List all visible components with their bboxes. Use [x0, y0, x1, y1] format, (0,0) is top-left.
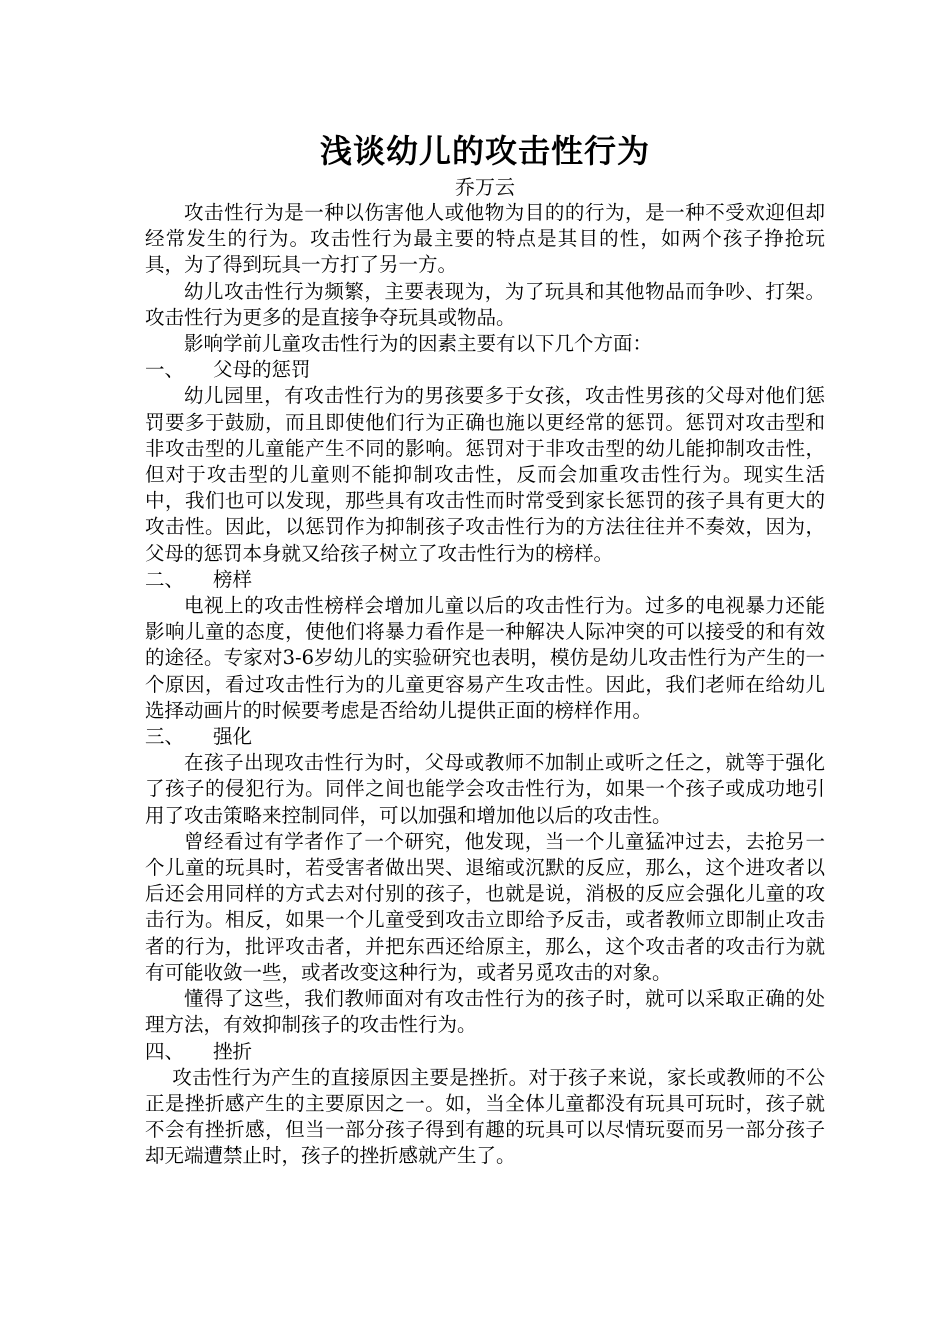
- section-title: 挫折: [213, 1039, 253, 1063]
- intro-paragraph-2: 幼儿攻击性行为频繁，主要表现为，为了玩具和其他物品而争吵、打架。攻击性行为更多的是直接争夺玩具或物品。: [145, 279, 825, 329]
- section-heading-3: [145, 724, 825, 750]
- section-title: 父母的惩罚: [213, 358, 311, 382]
- section-heading-2: [145, 567, 825, 593]
- intro-paragraph-3: 影响学前儿童攻击性行为的因素主要有以下几个方面：: [184, 332, 653, 356]
- section-number: 二、: [145, 567, 185, 591]
- section-1-paragraph-1: 幼儿园里，有攻击性行为的男孩要多于女孩，攻击性男孩的父母对他们惩罚要多于鼓励，而且即使他们行为正确也施以更经常的惩罚。惩罚对攻击型和非攻击型的儿童能产生不同的影响。惩罚对于非攻击型的幼儿能抑制攻击性，但对于攻击型的儿童则不能抑制攻击性，反而会加重攻击性行为。现实生活中，我们也可以发现，那些具有攻击性而时常受到家长惩罚的孩子具有更大的攻击性。因此，以惩罚作为抑制孩子攻击性行为的方法往往并不奏效，因为，父母的惩罚本身就又给孩子树立了攻击性行为的榜样。: [145, 384, 825, 565]
- intro-paragraph-1: 攻击性行为是一种以伤害他人或他物为目的的行为，是一种不受欢迎但却经常发生的行为。攻击性行为最主要的特点是其目的性，如两个孩子挣抢玩具，为了得到玩具一方打了另一方。: [145, 201, 825, 277]
- section-number: 三、: [145, 725, 185, 749]
- section-4-paragraph-1: 攻击性行为产生的直接原因主要是挫折。对于孩子来说，家长或教师的不公正是挫折感产生的主要原因之一。如，当全体儿童都没有玩具可玩时，孩子就不会有挫折感，但当一部分孩子得到有趣的玩具可以尽情玩耍而另一部分孩子却无端遭禁止时，孩子的挫折感就产生了。: [145, 1065, 825, 1168]
- section-3-paragraph-2: 曾经看过有学者作了一个研究，他发现，当一个儿童猛冲过去，去抢另一个儿童的玩具时，若受害者做出哭、退缩或沉默的反应，那么，这个进攻者以后还会用同样的方式去对付别的孩子，也就是说，消极的反应会强化儿童的攻击行为。相反，如果一个儿童受到攻击立即给予反击，或者教师立即制止攻击者的行为，批评攻击者，并把东西还给原主，那么，这个攻击者的攻击行为就有可能收敛一些，或者改变这种行为，或者另觅攻击的对象。: [145, 829, 825, 984]
- author-name: 乔万云: [455, 175, 515, 199]
- section-2-paragraph-1: 电视上的攻击性榜样会增加儿童以后的攻击性行为。过多的电视暴力还能影响儿童的态度，使他们将暴力看作是一种解决人际冲突的可以接受的和有效的途径。专家对3-6岁幼儿的实验研究也表明，模仿是幼儿攻击性行为产生的一个原因，看过攻击性行为的儿童更容易产生攻击性。因此，我们老师在给幼儿选择动画片的时候要考虑是否给幼儿提供正面的榜样作用。: [145, 594, 825, 722]
- section-number: 一、: [145, 358, 185, 382]
- section-number: 四、: [145, 1039, 185, 1063]
- section-3-paragraph-1: 在孩子出现攻击性行为时，父母或教师不加制止或听之任之，就等于强化了孩子的侵犯行为。同伴之间也能学会攻击性行为，如果一个孩子或成功地引用了攻击策略来控制同伴，可以加强和增加他以后的攻击性。: [145, 751, 825, 827]
- section-3-paragraph-3: 懂得了这些，我们教师面对有攻击性行为的孩子时，就可以采取正确的处理方法，有效抑制孩子的攻击性行为。: [145, 987, 825, 1037]
- section-title: 强化: [213, 725, 253, 749]
- document-page: [145, 128, 825, 1170]
- section-heading-4: [145, 1039, 825, 1065]
- section-heading-1: [145, 357, 825, 383]
- section-title: 榜样: [213, 567, 253, 591]
- document-title: 浅谈幼儿的攻击性行为: [319, 132, 650, 170]
